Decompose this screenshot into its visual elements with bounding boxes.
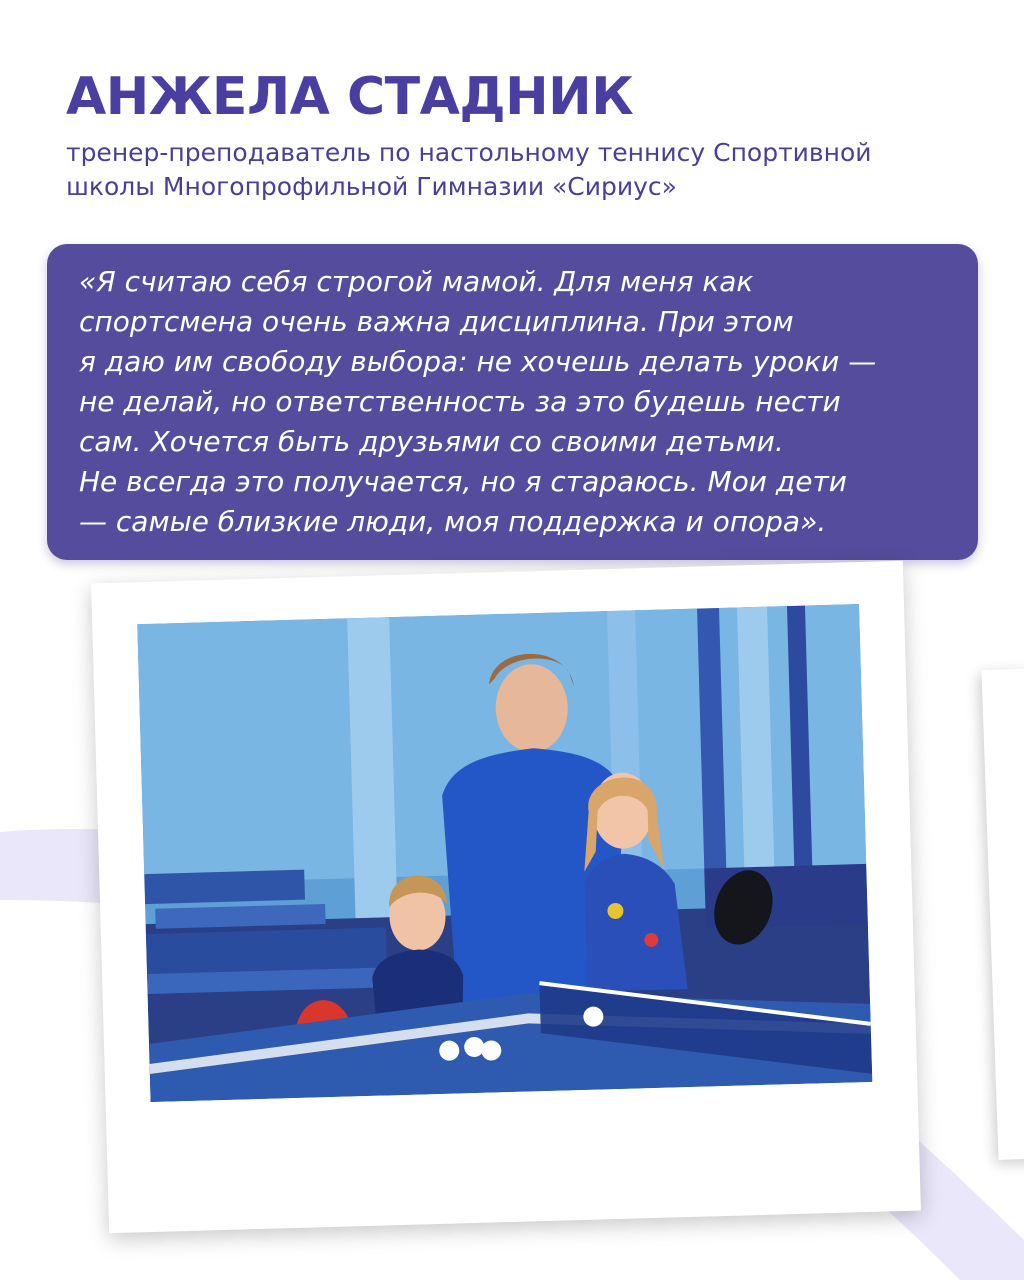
photo-frame: [91, 561, 921, 1233]
quote-line: не делай, но ответственность за это будешь нести: [79, 385, 841, 418]
subtitle-line: школы Многопрофильной Гимназии «Сириус»: [66, 172, 677, 201]
quote-card: [47, 244, 978, 560]
page-title: АНЖЕЛА СТАДНИК: [66, 67, 634, 127]
subtitle-line: тренер-преподаватель по настольному теннису Спортивной: [66, 138, 872, 167]
quote-text: [79, 262, 876, 542]
quote-line: «Я считаю себя строгой мамой. Для меня как: [79, 265, 754, 298]
quote-line: сам. Хочется быть друзьями со своими детьми.: [79, 425, 784, 458]
quote-line: я даю им свободу выбора: не хочешь делать уроки —: [79, 345, 877, 378]
coach-with-children-photo: [137, 604, 872, 1102]
quote-line: — самые близкие люди, моя поддержка и опора».: [79, 505, 827, 538]
subtitle: [66, 136, 966, 204]
side-polaroid-card: [981, 666, 1024, 1160]
quote-line: Не всегда это получается, но я стараюсь. Мои дети: [79, 465, 847, 498]
quote-line: спортсмена очень важна дисциплина. При этом: [79, 305, 794, 338]
